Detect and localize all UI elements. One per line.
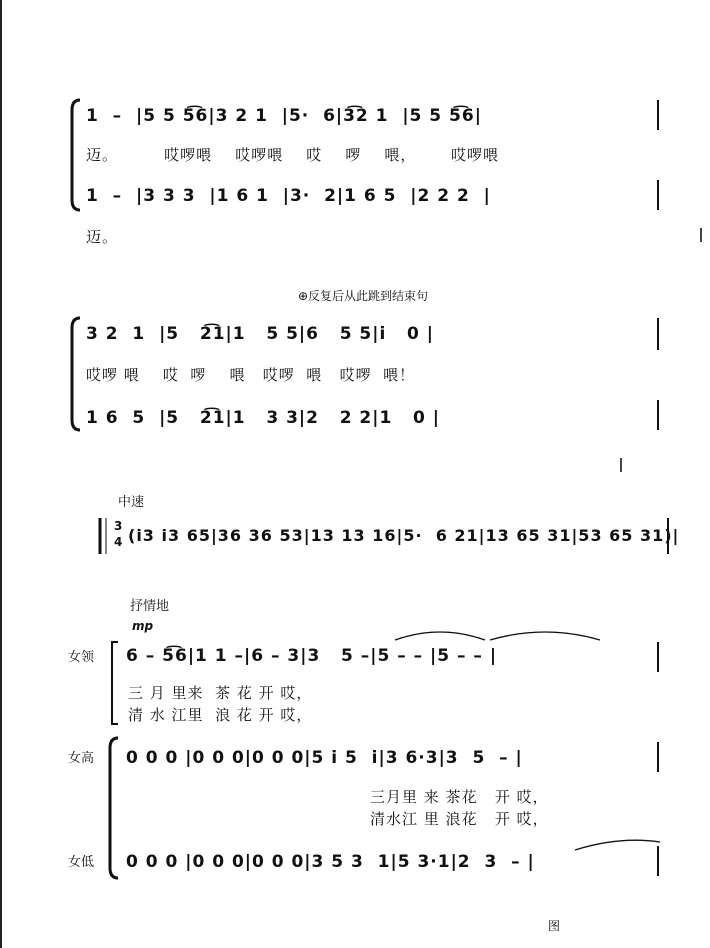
- jump-annotation: ⊕反复后从此跳到结束句: [298, 289, 429, 303]
- meter-bottom: 4: [114, 535, 123, 549]
- lead-part-label: 女领: [68, 650, 95, 665]
- low-part-label: 女低: [68, 855, 95, 870]
- meter-top: 3: [114, 519, 123, 533]
- system2-bottom-notes: 1 6 5 |5 2͡1|1 3 3|2 2 2|1 0 |: [86, 408, 441, 428]
- slur-lead-1: [395, 632, 485, 640]
- system2-brace: [72, 318, 80, 430]
- lead-notes: 6 – 5͡6|1 1 –|6 – 3|3 5 –|5 – – |5 – – |: [126, 646, 498, 666]
- expression-marking: 抒情地: [130, 599, 170, 614]
- page-mark: 图: [548, 919, 561, 933]
- dynamic-marking: mp: [132, 619, 154, 633]
- tempo-marking: 中速: [118, 495, 145, 510]
- choir-brace: [110, 738, 118, 878]
- system1-bottom-notes: 1 – |3 3 3 |1 6 1 |3· 2|1 6 5 |2 2 2 |: [86, 186, 491, 206]
- system1-top-notes: 1 – |5 5 5͡6|3 2 1 |5· 6|3͡2 1 |5 5 5͡6|: [86, 106, 482, 126]
- low-notes: 0 0 0 |0 0 0|0 0 0|3 5 3 1|5 3·1|2 3 – |: [126, 852, 535, 872]
- system1-brace: [72, 100, 80, 210]
- high-notes: 0 0 0 |0 0 0|0 0 0|5 i 5 i|3 6·3|3 5 – |: [126, 748, 523, 768]
- lead-bracket: [112, 642, 118, 724]
- margin-tick: [700, 228, 702, 242]
- high-part-label: 女高: [68, 751, 95, 766]
- system2-lyric: 哎啰 喂 哎 啰 喂 哎啰 喂 哎啰 喂！: [86, 366, 416, 384]
- system2-top-notes: 3 2 1 |5 2͡1|1 5 5|6 5 5|i 0 |: [86, 324, 435, 344]
- slur-lead-2: [490, 632, 600, 640]
- lead-lyric-verse1: 三 月 里来 茶 花 开 哎，: [128, 684, 313, 702]
- lead-lyric-verse2: 清 水 江里 浪 花 开 哎，: [128, 706, 313, 724]
- high-lyric-verse2: 清水江 里 浪花 开 哎，: [370, 810, 549, 828]
- intro-notes: (i3 i3 65|36 36 53|13 13 16|5· 6 21|13 65 31|53 65 31)|: [128, 526, 680, 545]
- system1-lyric: 迈。 哎啰喂 哎啰喂 哎 啰 喂， 哎啰喂: [86, 146, 500, 164]
- margin-tick-2: [620, 458, 622, 472]
- high-lyric-verse1: 三月里 来 茶花 开 哎，: [370, 788, 549, 806]
- system1-end-lyric: 迈。: [86, 228, 119, 246]
- slur-low: [575, 840, 660, 850]
